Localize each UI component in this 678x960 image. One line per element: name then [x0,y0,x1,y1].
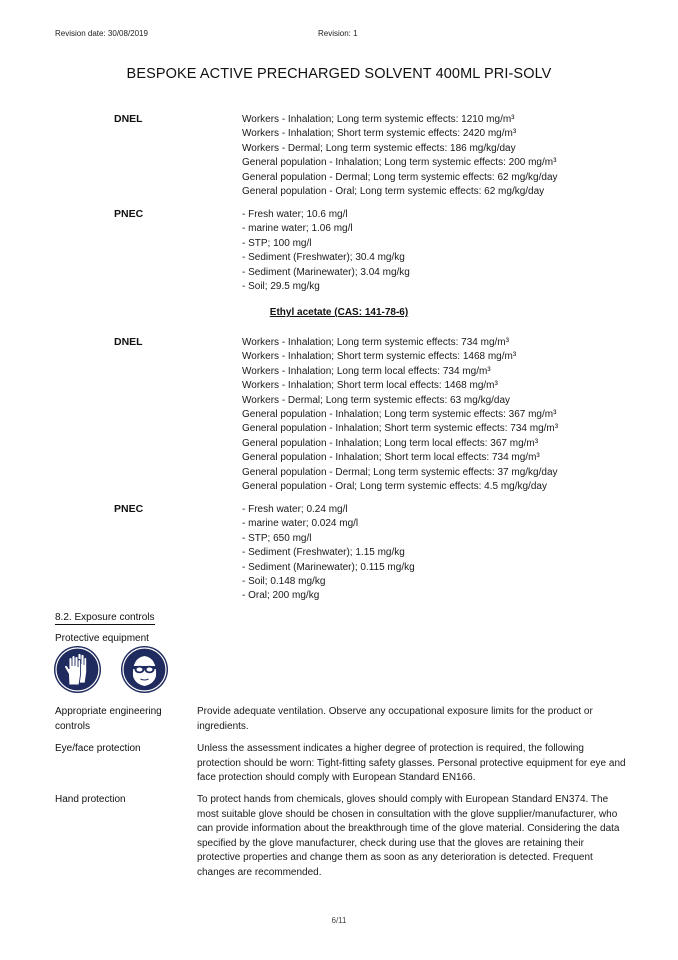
dnel-line: Workers - Dermal; Long term systemic effects: 63 mg/kg/day [242,394,511,406]
dnel-label: DNEL [114,113,143,125]
pnec-line: - marine water; 1.06 mg/l [242,223,353,235]
dnel-line: General population - Dermal; Long term systemic effects: 37 mg/kg/day [242,466,558,478]
dnel-line: General population - Inhalation; Long term systemic effects: 367 mg/m³ [242,409,557,421]
pnec-line: - Fresh water; 10.6 mg/l [242,209,348,220]
row-label: Eye/face protection [55,743,141,754]
row-text: Provide adequate ventilation. Observe any occupational exposure limits for the product or ingredients. [197,706,593,732]
row-label: Hand protection [55,794,126,805]
dnel-line: General population - Inhalation; Long term local effects: 367 mg/m³ [242,437,539,449]
dnel-line: General population - Inhalation; Short term local effects: 734 mg/m³ [242,452,540,464]
pnec-line: - Fresh water; 0.24 mg/l [242,504,348,515]
dnel-line: Workers - Inhalation; Short term local effects: 1468 mg/m³ [242,380,498,392]
pnec-line: - Soil; 29.5 mg/kg [242,281,320,293]
section-heading: 8.2. Exposure controls [55,612,155,623]
pnec-label: PNEC [114,208,144,220]
row-label: Appropriate engineering controls [55,706,162,732]
dnel-line: Workers - Inhalation; Short term systemic effects: 1468 mg/m³ [242,351,517,363]
row-text: Unless the assessment indicates a higher degree of protection is required, the following protection should be worn: Tight-fitting safety glasses. Personal protective equipment for eye and face protection should comply with European Standard EN166. [197,743,626,783]
pnec-line: - marine water; 0.024 mg/l [242,518,359,530]
dnel-values [242,113,558,199]
dnel-line: General population - Inhalation; Long term systemic effects: 200 mg/m³ [242,157,557,169]
pnec-line: - Sediment (Marinewater); 0.115 mg/kg [242,561,415,573]
gloves-icon [54,646,101,693]
dnel-line: General population - Dermal; Long term systemic effects: 62 mg/kg/day [242,171,558,183]
revision-number: Revision: 1 [318,29,358,38]
pnec-label: PNEC [114,503,144,515]
dnel-line: Workers - Inhalation; Long term local effects: 734 mg/m³ [242,365,491,377]
pnec-line: - Oral; 200 mg/kg [242,590,320,602]
substance-heading: Ethyl acetate (CAS: 141-78-6) [269,307,409,318]
pnec-line: - Soil; 0.148 mg/kg [242,576,326,588]
revision-date: Revision date: 30/08/2019 [55,29,148,38]
pnec-values [242,208,410,294]
dnel-line: Workers - Inhalation; Short term systemic effects: 2420 mg/m³ [242,128,517,140]
dnel-line: General population - Inhalation; Short term systemic effects: 734 mg/m³ [242,423,559,435]
pnec-line: - STP; 100 mg/l [242,237,312,249]
pnec-line: - Sediment (Freshwater); 30.4 mg/kg [242,252,405,264]
dnel-line: Workers - Dermal; Long term systemic effects: 186 mg/kg/day [242,142,516,154]
goggles-icon [121,646,168,693]
page-number: 6/11 [331,916,347,925]
pnec-line: - Sediment (Freshwater); 1.15 mg/kg [242,547,405,559]
dnel-line: Workers - Inhalation; Long term systemic effects: 1210 mg/m³ [242,114,515,125]
pnec-line: - STP; 650 mg/l [242,532,312,544]
dnel-values [242,336,558,494]
dnel-line: General population - Oral; Long term systemic effects: 4.5 mg/kg/day [242,481,547,493]
document-title: BESPOKE ACTIVE PRECHARGED SOLVENT 400ML PRI-SOLV [126,66,552,82]
pnec-line: - Sediment (Marinewater); 3.04 mg/kg [242,266,410,278]
dnel-label: DNEL [114,336,143,348]
protective-equipment-label: Protective equipment [55,633,149,644]
dnel-line: General population - Oral; Long term systemic effects: 62 mg/kg/day [242,186,545,198]
dnel-line: Workers - Inhalation; Long term systemic effects: 734 mg/m³ [242,337,509,348]
row-text: To protect hands from chemicals, gloves should comply with European Standard EN374. The most suitable glove should be chosen in consultation with the glove supplier/manufacturer, who can provide information about the breakthrough time of the glove material. Considering the data specified by the glove manufacturer, check during use that the gloves are retaining their protective properties and change them as soon as any deterioration is detected. Frequent changes are recommended. [197,794,620,878]
pnec-values [242,503,415,604]
